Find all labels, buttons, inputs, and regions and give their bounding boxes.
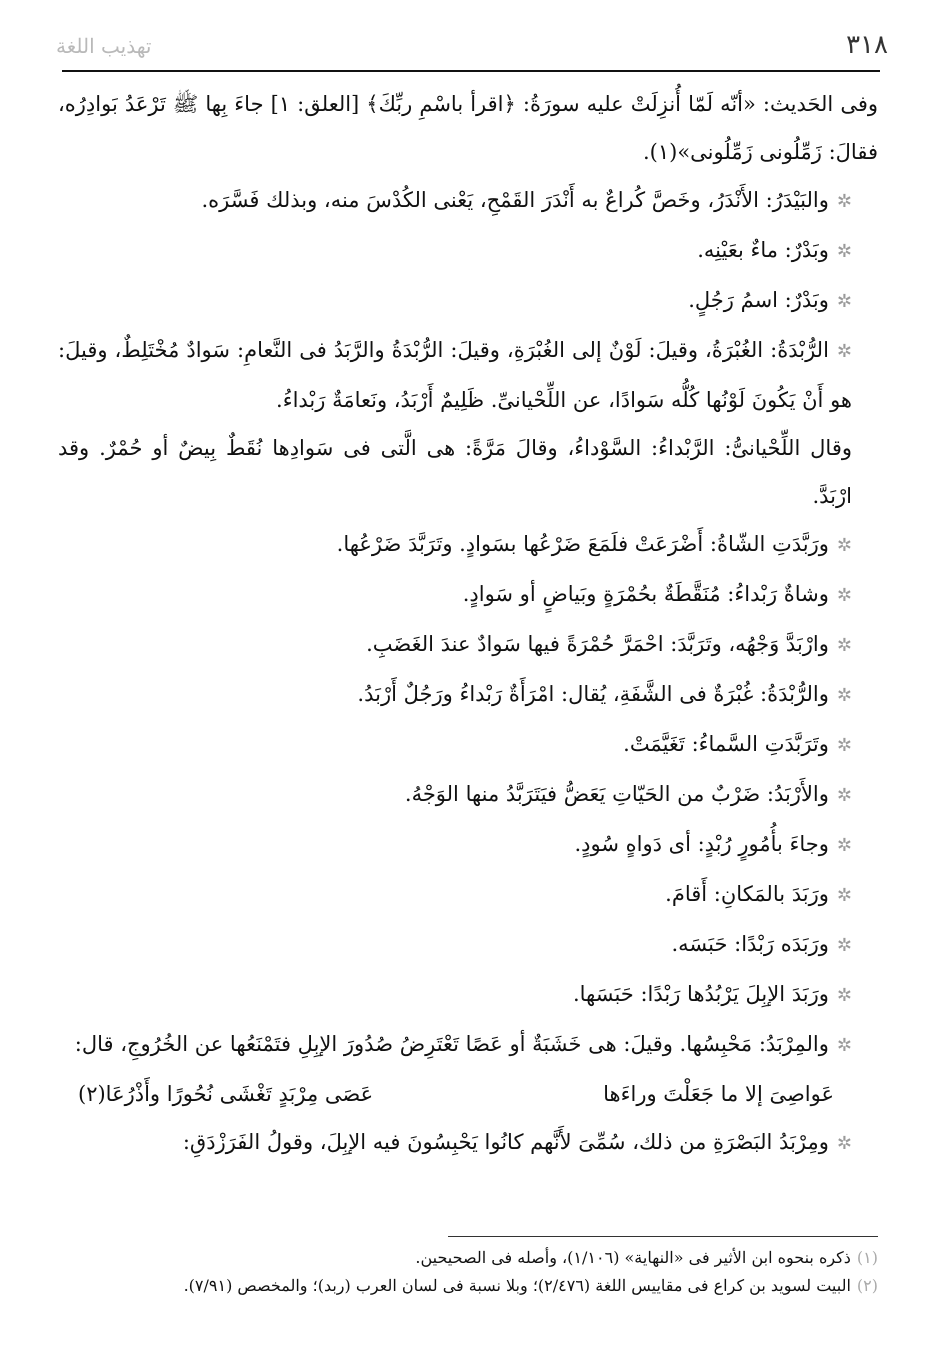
asterisk-icon: ✲: [836, 635, 852, 656]
entry-rubda-lip: [58, 670, 878, 720]
entry-shat-rabda: [58, 570, 878, 620]
entry-arbad-snake: [58, 770, 878, 820]
header-rule: [62, 70, 880, 72]
entry-rabadahu: [58, 920, 878, 970]
entry-text: وشاةٌ رَبْداءُ: مُنَقَّطَةٌ بحُمْرَةٍ وبَياضٍ أو سَوادٍ.: [462, 582, 829, 606]
asterisk-icon: ✲: [836, 1133, 852, 1154]
asterisk-icon: ✲: [836, 535, 852, 556]
footnotes: [58, 1244, 878, 1300]
entry-badr-name: [58, 276, 878, 326]
entry-text: ورَبَدَ بالمَكانِ: أَقامَ.: [665, 882, 829, 906]
entry-badr-water: [58, 226, 878, 276]
entry-text: ورَبَّدَتِ الشّاةُ: أَضْرَعَتْ فلَمَعَ ضَرْعُها بسَوادٍ. وتَرَبَّدَ ضَرْعُها.: [336, 532, 829, 556]
entry-irbadda-wajh: [58, 620, 878, 670]
entry-text: ورَبَدَ الإبِلَ يَرْبُدُها رَبْدًا: حَبَسَها.: [572, 982, 829, 1006]
asterisk-icon: ✲: [836, 785, 852, 806]
page-number: ٣١٨: [846, 30, 888, 60]
entry-text: الرُّبْدَةُ: الغُبْرَةُ، وقيلَ: لَوْنٌ إلى الغُبْرَةِ، وقيلَ: الرُّبْدَةُ والرَّبَدُ فى النَّعامِ: سَوادٌ مُخْتَلِطٌ، وقيلَ: هو أَنْ يَكُونَ لَوْنُها كُلُّه سَوادًا، عن اللِّحْيانىِّ. ظَلِيمٌ أَرْبَدُ، ونَعامَةٌ رَبْداءُ.: [58, 338, 852, 412]
entry-text: والبَيْدَرُ: الأَنْدَرُ، وخَصَّ كُراعٌ به أَنْدَرَ القَمْحِ، يَعْنى الكُدْسَ منه، وبذلك فَسَّرَه.: [201, 188, 829, 212]
entry-text: ورَبَدَه رَبْدًا: حَبَسَه.: [671, 932, 829, 956]
asterisk-icon: ✲: [836, 885, 852, 906]
entry-text: والمِرْبَدُ: مَحْبِسُها. وقيلَ: هى خَشَبَةٌ أو عَصًا تَعْتَرِضُ صُدُورَ الإبِلِ فتَمْنَعُها عن الخُرُوجِ، قال:: [74, 1032, 829, 1056]
footnote-text: البيت لسويد بن كراع فى مقاييس اللغة (٢/٤٧٦)؛ وبلا نسبة فى لسان العرب (ربد)؛ والمخصص (٧/٩١).: [183, 1276, 851, 1295]
entry-baydar: [58, 176, 878, 226]
asterisk-icon: ✲: [836, 685, 852, 706]
footnote-text: ذكره بنحوه ابن الأثير فى «النهاية» (١/١٠٦)، وأصله فى الصحيحين.: [415, 1248, 851, 1267]
footnote-1: [58, 1244, 878, 1272]
entry-rabada-ibil: [58, 970, 878, 1020]
asterisk-icon: ✲: [836, 341, 852, 362]
asterisk-icon: ✲: [836, 585, 852, 606]
entry-mirbad-basra: [58, 1118, 878, 1168]
page-header: [50, 24, 888, 64]
entry-text: وارْبَدَّ وَجْهُه، وتَرَبَّدَ: احْمَرَّ حُمْرَةً فيها سَوادٌ عندَ الغَضَبِ.: [366, 632, 829, 656]
asterisk-icon: ✲: [836, 291, 852, 312]
asterisk-icon: ✲: [836, 735, 852, 756]
footnote-marker: (٢): [856, 1276, 878, 1295]
asterisk-icon: ✲: [836, 835, 852, 856]
asterisk-icon: ✲: [836, 985, 852, 1006]
entry-rabbadat-shat: [58, 520, 878, 570]
poetry-verse: [58, 1070, 878, 1118]
verse-hemistich-first: عَواصِىَ إلا ما جَعَلْتَ وراءَها: [603, 1082, 834, 1106]
entry-text: وبَدْرٌ: ماءٌ بعَيْنِه.: [697, 238, 829, 262]
entry-text: وبَدْرٌ: اسمُ رَجُلٍ.: [688, 288, 829, 312]
entry-sky: [58, 720, 878, 770]
entry-umur-rubd: [58, 820, 878, 870]
footnote-marker: (١): [856, 1248, 878, 1267]
entry-text: وجاءَ بأُمُورٍ رُبْدٍ: أى دَواهٍ سُودٍ.: [574, 832, 829, 856]
entry-mirbad: [58, 1020, 878, 1070]
entry-rabada-place: [58, 870, 878, 920]
page-body: [58, 80, 878, 1168]
asterisk-icon: ✲: [836, 935, 852, 956]
entry-text: والأَرْبَدُ: ضَرْبٌ من الحَيّاتِ يَعَضُّ فيَتَرَبَّدُ منها الوَجْهُ.: [404, 782, 829, 806]
paragraph-hadith: وفى الحَديث: «أنّه لَمّا أُنزِلَتْ عليه سورَةُ: ﴿اقرأ باسْمِ ربِّكَ﴾ [العلق: ١] جاءَ بِها ﷺ تَرْعَدُ بَوادِرُه، فقالَ: زَمِّلُونى زَمِّلُونى»(١).: [58, 92, 878, 164]
verse-hemistich-second: عَصَى مِرْبَدٍ تَغْشَى نُحُورًا وأَذْرُعَا(٢): [78, 1082, 374, 1106]
asterisk-icon: ✲: [836, 241, 852, 262]
running-head: تهذيب اللغة: [56, 34, 152, 58]
asterisk-icon: ✲: [836, 191, 852, 212]
entry-rubda: [58, 326, 878, 424]
footnote-rule: [448, 1236, 878, 1237]
entry-text: وتَرَبَّدَتِ السَّماءُ: تَغَيَّمَتْ.: [623, 732, 829, 756]
paragraph-lihyani: وقال اللِّحْيانىُّ: الرَّبْداءُ: السَّوْداءُ، وقالَ مَرَّةً: هى الَّتى فى سَوادِها نُقَطٌ بِيضٌ أو حُمْرٌ. وقد ارْبَدَّ.: [58, 436, 852, 508]
entry-text: والرُّبْدَةُ: غُبْرَةٌ فى الشَّفَةِ، يُقال: امْرَأَةٌ رَبْداءُ ورَجُلٌ أَرْبَدُ.: [357, 682, 829, 706]
asterisk-icon: ✲: [836, 1035, 852, 1056]
entry-text: ومِرْبَدُ البَصْرَةِ من ذلك، سُمِّىَ لأَنَّهم كانُوا يَحْبِسُونَ فيه الإبِلَ، وقولُ الفَرَزْدَقِ:: [182, 1130, 829, 1154]
footnote-2: [58, 1272, 878, 1300]
